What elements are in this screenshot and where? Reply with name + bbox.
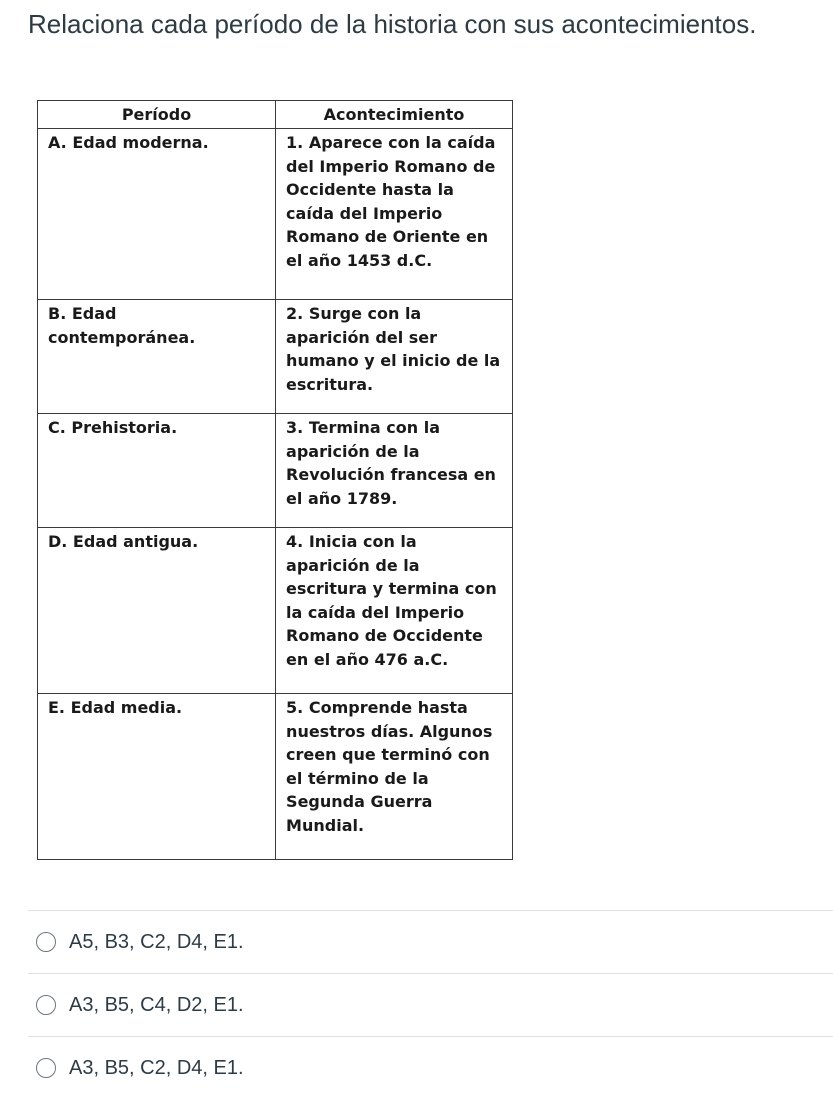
table-row <box>38 300 513 414</box>
event-text: 1. Aparece con la caída del Imperio Romano de Occidente hasta la caída del Imperio Romano de Oriente en el año 1453 d.C. <box>286 133 496 270</box>
period-text: C. Prehistoria. <box>48 418 178 437</box>
event-cell <box>276 129 513 300</box>
event-cell <box>276 694 513 860</box>
radio-button[interactable] <box>36 932 56 952</box>
answer-option-2[interactable] <box>28 974 833 1036</box>
event-cell <box>276 300 513 414</box>
answer-option-1[interactable] <box>28 911 833 973</box>
event-text: 4. Inicia con la aparición de la escritura y termina con la caída del Imperio Romano de Occidente en el año 476 a.C. <box>286 532 497 669</box>
event-cell <box>276 528 513 694</box>
header-period: Período <box>38 101 276 129</box>
event-text: 5. Comprende hasta nuestros días. Algunos creen que terminó con el término de la Segunda Guerra Mundial. <box>286 698 493 835</box>
event-cell <box>276 414 513 528</box>
table-row <box>38 528 513 694</box>
period-cell <box>38 694 276 860</box>
event-text: 2. Surge con la aparición del ser humano y el inicio de la escritura. <box>286 304 501 394</box>
period-text: D. Edad antigua. <box>48 532 199 551</box>
table-row <box>38 414 513 528</box>
radio-button[interactable] <box>36 995 56 1015</box>
answer-options <box>28 910 833 1099</box>
table-header-row <box>38 101 513 129</box>
table-row <box>38 694 513 860</box>
period-cell <box>38 129 276 300</box>
event-text: 3. Termina con la aparición de la Revolución francesa en el año 1789. <box>286 418 496 508</box>
radio-button[interactable] <box>36 1058 56 1078</box>
period-text: E. Edad media. <box>48 698 183 717</box>
answer-label[interactable]: A3, B5, C4, D2, E1. <box>69 993 244 1016</box>
period-cell <box>38 414 276 528</box>
header-event: Acontecimiento <box>276 101 513 129</box>
answer-option-3[interactable] <box>28 1037 833 1099</box>
period-cell <box>38 300 276 414</box>
question-text: Relaciona cada período de la historia con sus acontecimientos. <box>28 9 757 39</box>
answer-label[interactable]: A3, B5, C2, D4, E1. <box>69 1056 244 1079</box>
history-periods-table <box>37 100 513 860</box>
answer-label[interactable]: A5, B3, C2, D4, E1. <box>69 930 244 953</box>
table-row <box>38 129 513 300</box>
period-text: B. Edad contemporánea. <box>48 304 196 347</box>
period-text: A. Edad moderna. <box>48 133 209 152</box>
period-cell <box>38 528 276 694</box>
